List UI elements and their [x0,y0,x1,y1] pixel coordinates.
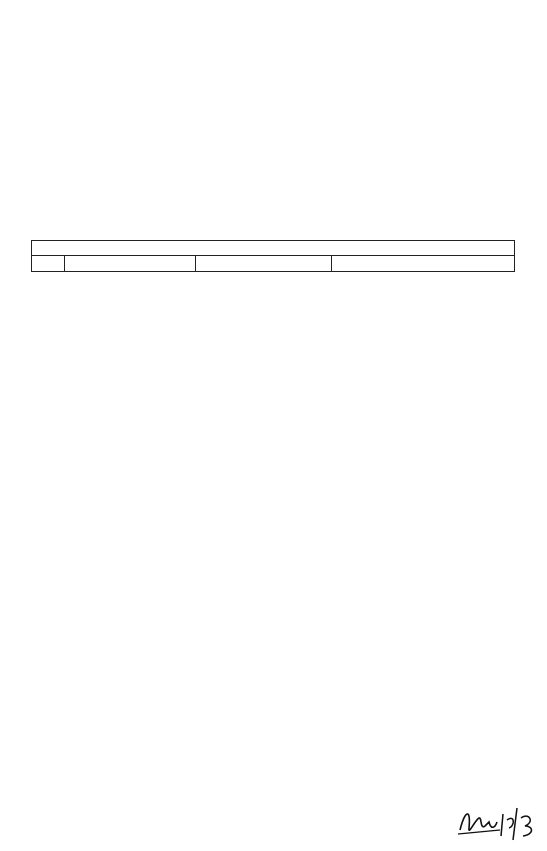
header-transfer-from [196,256,332,271]
handwritten-signature [455,800,545,845]
signature-icon [455,800,545,845]
header-name [65,256,196,271]
header-transfer-to [332,256,515,271]
section-title [32,241,515,256]
section-title-row [32,241,515,256]
header-row [32,256,515,271]
newly-promoted-itos-table [31,240,515,272]
header-sno [32,256,65,271]
